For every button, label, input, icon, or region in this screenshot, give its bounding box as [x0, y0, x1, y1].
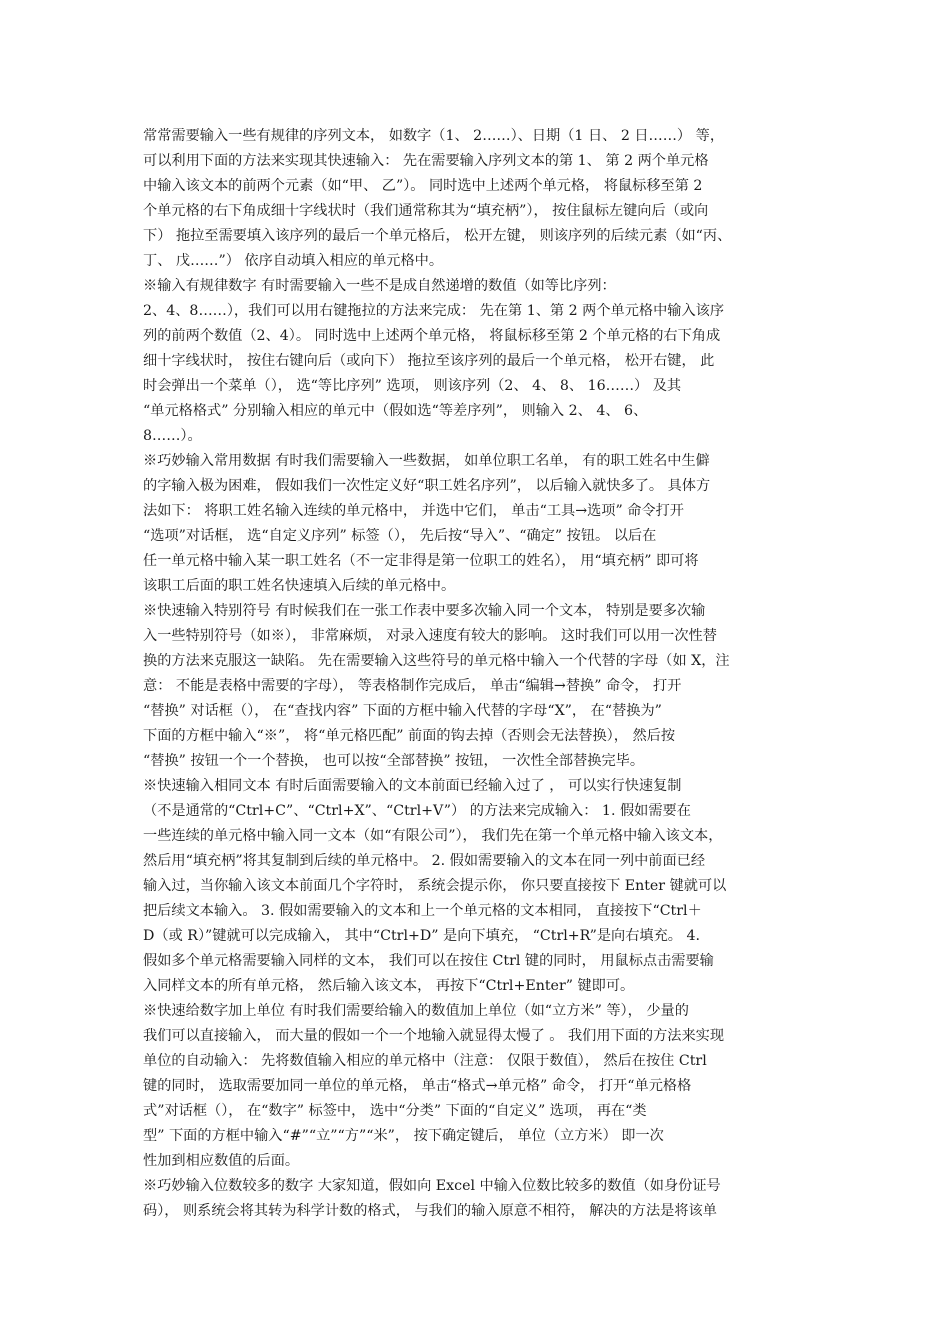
text-line: “选项”对话框， 选“自定义序列” 标签（）， 先后按“导入”、“确定” 按钮。 以后在	[143, 528, 657, 544]
text-line: 换的方法来克服这一缺陷。 先在需要输入这些符号的单元格中输入一个代替的字母（如 X，注	[143, 653, 730, 669]
paragraph-first-line: ※输入有规律数字 有时需要输入一些不是成自然递增的数值（如等比序列：	[143, 278, 616, 294]
text-line: 然后用“填充柄”将其复制到后续的单元格中。 2. 假如需要输入的文本在同一列中前面已经	[143, 853, 706, 869]
text-line: “替换” 按钮一个一个替换， 也可以按“全部替换” 按钮， 一次性全部替换完毕。	[143, 753, 645, 769]
paragraph-first-line: ※巧妙输入常用数据 有时我们需要输入一些数据， 如单位职工名单， 有的职工姓名中生僻	[143, 453, 710, 469]
text-line: （不是通常的“Ctrl+C”、“Ctrl+X”、“Ctrl+V”） 的方法来完成输入： 1. 假如需要在	[143, 803, 691, 819]
text-line: 码）， 则系统会将其转为科学计数的格式， 与我们的输入原意不相符， 解决的方法是将该单	[143, 1203, 717, 1219]
text-line: 中输入该文本的前两个元素（如“甲、 乙”）。 同时选中上述两个单元格， 将鼠标移至第 2	[143, 178, 703, 194]
paragraph-first-line: ※快速输入相同文本 有时后面需要输入的文本前面已经输入过了 ， 可以实行快速复制	[143, 778, 682, 794]
text-line: 入一些特别符号（如※）， 非常麻烦， 对录入速度有较大的影响。 这时我们可以用一次性替	[143, 628, 717, 644]
text-line: 8……）。	[143, 428, 202, 444]
text-line: 型” 下面的方框中输入“#”“立”“方”“米”， 按下确定键后， 单位（立方米） 即一次	[143, 1128, 664, 1144]
text-line: 任一单元格中输入某一职工姓名（不一定非得是第一位职工的姓名）， 用“填充柄” 即可将	[143, 553, 699, 569]
text-line: 假如多个单元格需要输入同样的文本， 我们可以在按住 Ctrl 键的同时， 用鼠标点击需要输	[143, 953, 714, 969]
text-line: 性加到相应数值的后面。	[143, 1153, 300, 1169]
text-line: 一些连续的单元格中输入同一文本（如“有限公司”）， 我们先在第一个单元格中输入该文本，	[143, 828, 723, 844]
text-line: “单元格格式” 分别输入相应的单元中（假如选“等差序列”， 则输入 2、 4、 6、	[143, 403, 648, 419]
text-line: 键的同时， 选取需要加同一单位的单元格， 单击“格式→单元格” 命令， 打开“单元格格	[143, 1078, 692, 1094]
text-line: 下面的方框中输入“※”， 将“单元格匹配” 前面的钩去掉（否则会无法替换）， 然后按	[143, 728, 676, 744]
text-line: 列的前两个数值（2、4）。 同时选中上述两个单元格， 将鼠标移至第 2 个单元格的右下角成	[143, 328, 721, 344]
text-line: 个单元格的右下角成细十字线状时（我们通常称其为“填充柄”）， 按住鼠标左键向后（或向	[143, 203, 709, 219]
text-line: 2、4、8……），我们可以用右键拖拉的方法来完成： 先在第 1、第 2 两个单元格中输入该序	[143, 303, 725, 319]
text-line: 意： 不能是表格中需要的字母）， 等表格制作完成后， 单击“编辑→替换” 命令， 打开	[143, 678, 682, 694]
paragraph-first-line: ※快速给数字加上单位 有时我们需要给输入的数值加上单位（如“立方米” 等）， 少量的	[143, 1003, 689, 1019]
text-line: 入同样文本的所有单元格， 然后输入该文本， 再按下“Ctrl+Enter” 键即可。	[143, 978, 635, 994]
text-line: 该职工后面的职工姓名快速填入后续的单元格中。	[143, 578, 456, 594]
text-line: 法如下： 将职工姓名输入连续的单元格中， 并选中它们， 单击“工具→选项” 命令打开	[143, 503, 684, 519]
text-line: 把后续文本输入。 3. 假如需要输入的文本和上一个单元格的文本相同， 直接按下“Ctrl＋	[143, 903, 702, 919]
text-line: 丁、 戊……”） 依序自动填入相应的单元格中。	[143, 253, 444, 269]
text-line: D（或 R）”键就可以完成输入， 其中“Ctrl+D” 是向下填充， “Ctrl+R”是向右填充。 4.	[143, 928, 700, 944]
text-line: 输入过，当你输入该文本前面几个字符时， 系统会提示你， 你只要直接按下 Enter 键就可以	[143, 878, 727, 894]
paragraph-first-line: ※快速输入特别符号 有时候我们在一张工作表中要多次输入同一个文本， 特别是要多次输	[143, 603, 706, 619]
text-line: 单位的自动输入： 先将数值输入相应的单元格中（注意： 仅限于数值）， 然后在按住 Ctrl	[143, 1053, 707, 1069]
text-line: 下） 拖拉至需要填入该序列的最后一个单元格后， 松开左键， 则该序列的后续元素（如“丙、	[143, 228, 732, 244]
text-line: 我们可以直接输入， 而大量的假如一个一个地输入就显得太慢了 。 我们用下面的方法来实现	[143, 1028, 725, 1044]
text-line: “替换” 对话框（）， 在“查找内容” 下面的方框中输入代替的字母“X”， 在“替换为”	[143, 703, 662, 719]
text-line: 时会弹出一个菜单（）， 选“等比序列” 选项， 则该序列（2、 4、 8、 16……） 及其	[143, 378, 682, 394]
text-line: 式”对话框（）， 在“数字” 标签中， 选中“分类” 下面的“自定义” 选项， 再在“类	[143, 1103, 647, 1119]
paragraph-first-line: ※巧妙输入位数较多的数字 大家知道，假如向 Excel 中输入位数比较多的数值（如身份证号	[143, 1178, 721, 1194]
text-line: 常常需要输入一些有规律的序列文本， 如数字（1、 2……）、日期（1 日、 2 日……） 等，	[143, 128, 725, 144]
text-line: 的字输入极为困难， 假如我们一次性定义好“职工姓名序列”， 以后输入就快多了。 具体方	[143, 478, 711, 494]
text-line: 细十字线状时， 按住右键向后（或向下） 拖拉至该序列的最后一个单元格， 松开右键， 此	[143, 353, 715, 369]
text-line: 可以利用下面的方法来实现其快速输入： 先在需要输入序列文本的第 1、 第 2 两个单元格	[143, 153, 709, 169]
